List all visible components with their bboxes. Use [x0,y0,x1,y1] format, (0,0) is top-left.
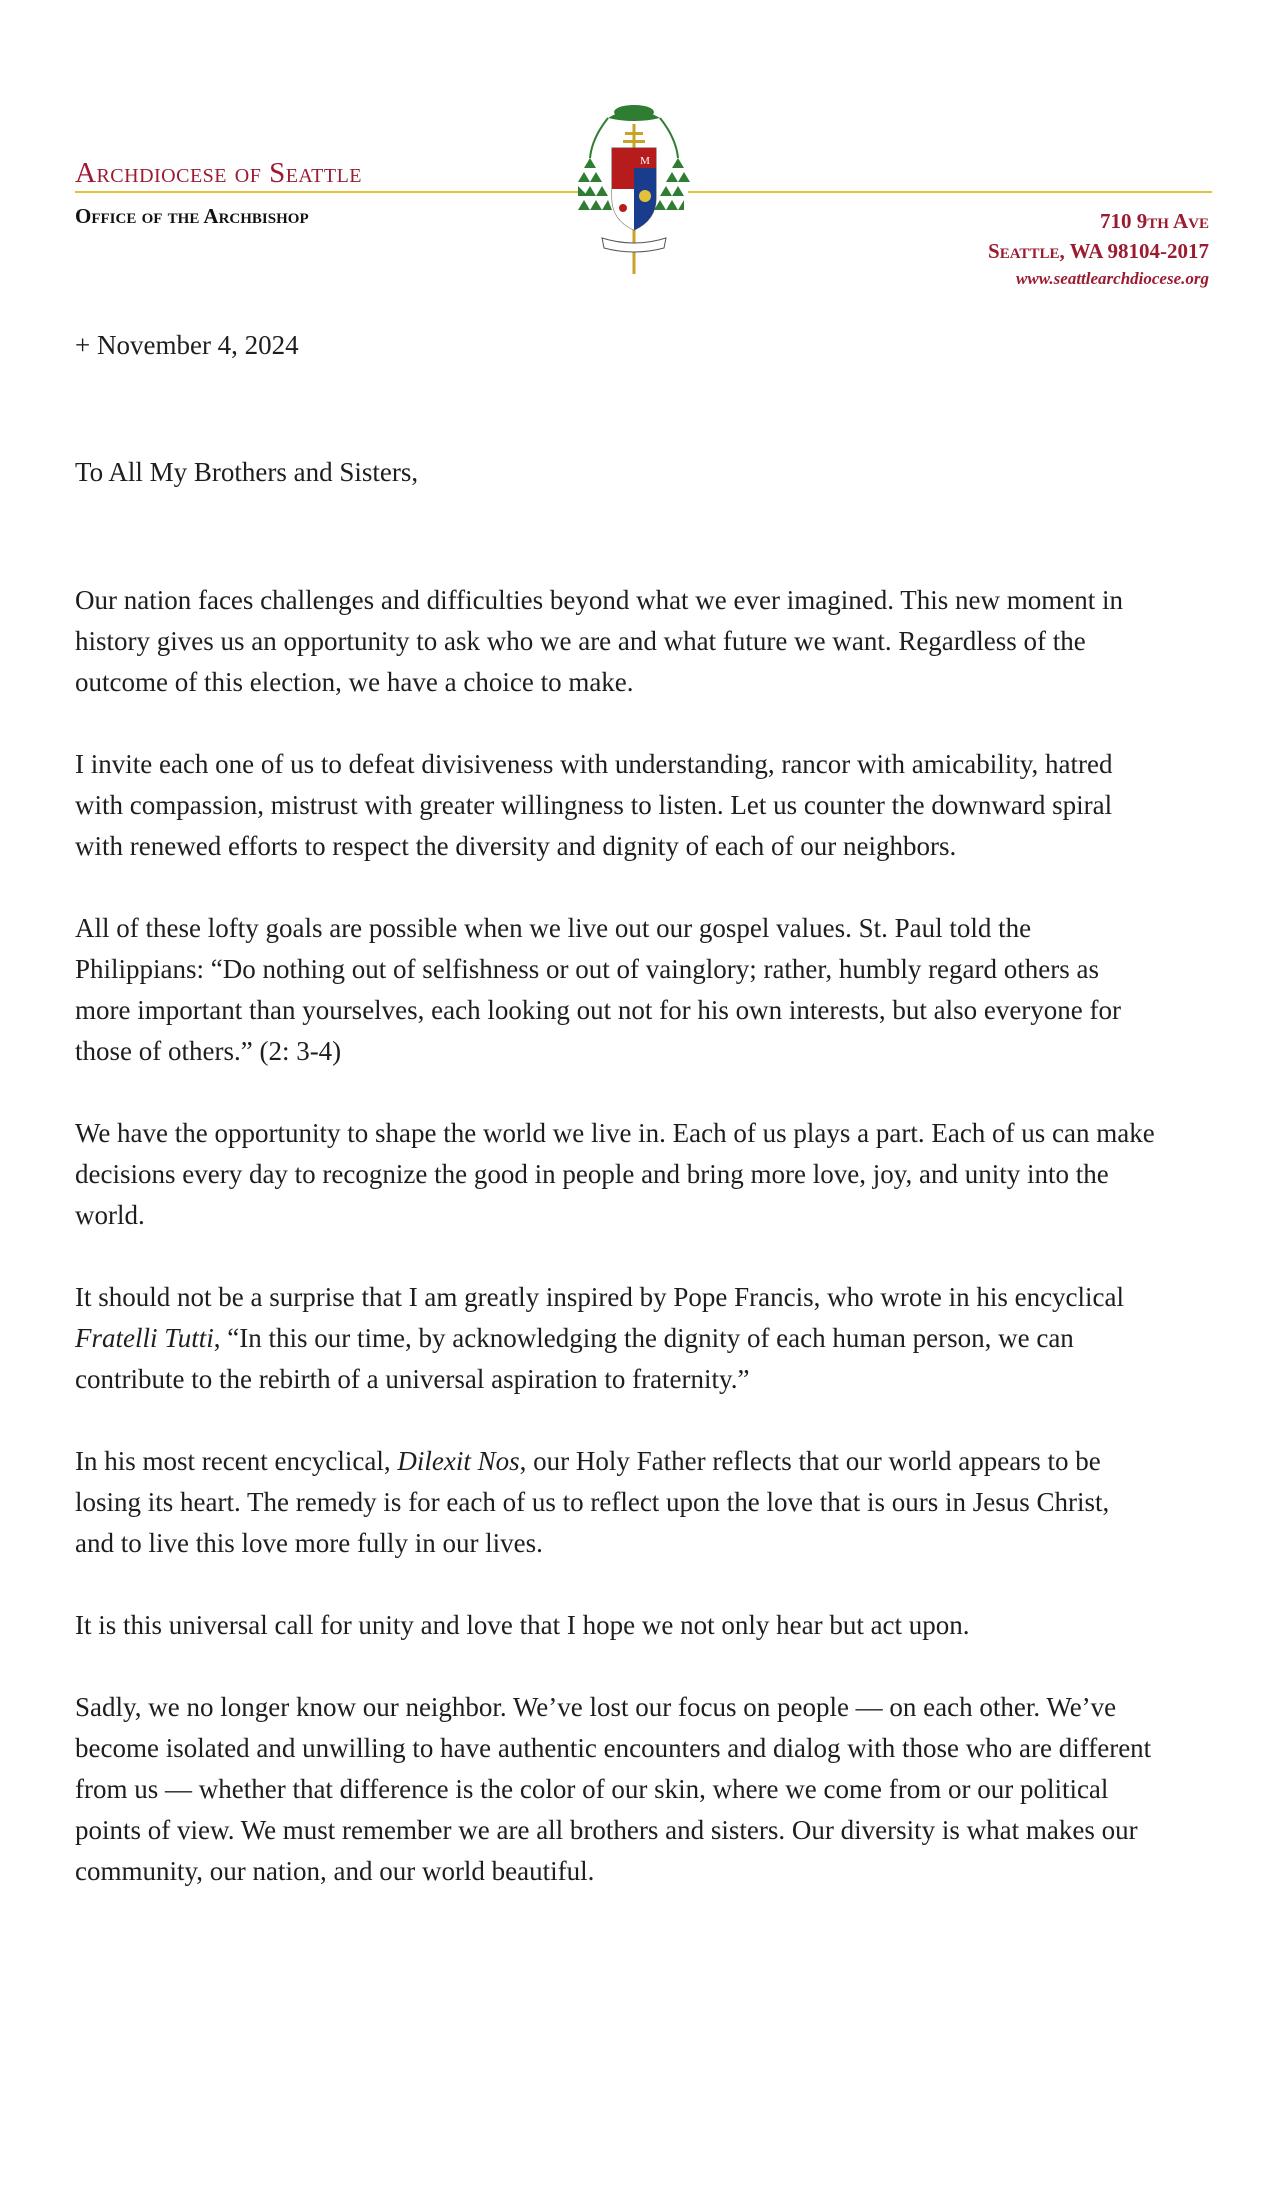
city-state-zip: Seattle, WA 98104-2017 [988,239,1209,263]
gold-rule-right [688,191,1212,193]
paragraph-1: Our nation faces challenges and difficulties beyond what we ever imagined. This new moment in history gives us an opportunity to ask who we are and what future we want. Regardless of the outcome of this election, we have a choice to make. [75,585,1123,697]
paragraph-8: Sadly, we no longer know our neighbor. We’ve lost our focus on people — on each other. We’ve become isolated and unwilling to have authentic encounters and dialog with those who are different from us — whether that difference is the color of our skin, where we come from or our political points of view. We must remember we are all brothers and sisters. Our diversity is what makes our community, our nation, and our world beautiful. [75,1692,1152,1886]
street-address: 710 9th Ave [1099,209,1209,233]
encyclical-title-fratelli-tutti: Fratelli Tutti [75,1323,214,1353]
paragraph-6 [75,1441,1155,1564]
coat-of-arms-icon [578,98,690,294]
paragraph-6-intro: In his most recent encyclical, [75,1446,398,1476]
paragraph-5-quote: , “In this our time, by acknowledging the dignity of each human person, we can contribute to the rebirth of a universal aspiration to fraternity.” [75,1323,1074,1394]
paragraph-4: We have the opportunity to shape the world we live in. Each of us plays a part. Each of us can make decisions every day to recognize the good in people and bring more love, joy, and unity into the world. [75,1118,1155,1230]
paragraph-5-intro: It should not be a surprise that I am greatly inspired by Pope Francis, who wrote in his encyclical [75,1282,1125,1312]
letter-body [75,580,1155,1933]
organization-name: Archdiocese of Seattle [75,157,363,189]
paragraph-3: All of these lofty goals are possible when we live out our gospel values. St. Paul told the Philippians: “Do nothing out of selfishness or out of vainglory; rather, humbly regard others as more important than yourselves, each looking out not for his own interests, but also everyone for those of others.” (2: 3-4) [75,913,1122,1066]
paragraph-6-rest: , our Holy Father reflects that our world appears to be losing its heart. The remedy is for each of us to reflect upon the love that is ours in Jesus Christ, and to live this love more fully in our lives. [75,1446,1110,1558]
paragraph-5 [75,1277,1155,1400]
office-name: Office of the Archbishop [75,204,309,228]
encyclical-title-dilexit-nos: Dilexit Nos [397,1446,520,1476]
letterhead [0,0,1275,300]
paragraph-2: I invite each one of us to defeat divisiveness with understanding, rancor with amicability, hatred with compassion, mistrust with greater willingness to listen. Let us counter the downward spiral with renewed efforts to respect the diversity and dignity of each of our neighbors. [75,749,1113,861]
address-block [988,206,1209,292]
svg-text:M: M [640,155,650,167]
website-link[interactable]: www.seattlearchdiocese.org [1016,269,1209,288]
salutation: To All My Brothers and Sisters, [75,457,419,487]
gold-rule-left [75,191,581,193]
letter-date: + November 4, 2024 [75,330,299,360]
paragraph-7: It is this universal call for unity and love that I hope we not only hear but act upon. [75,1610,970,1640]
